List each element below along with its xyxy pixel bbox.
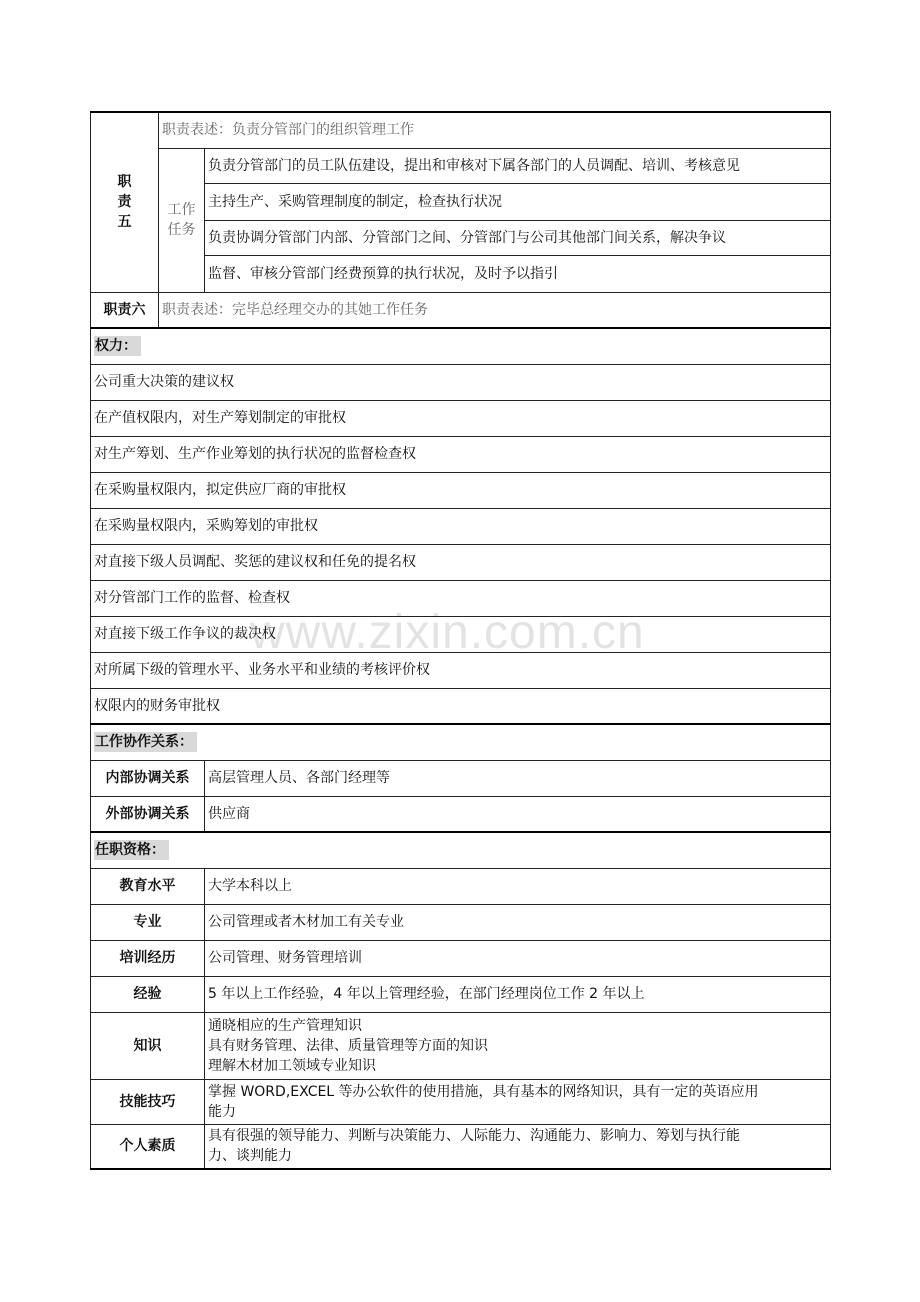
power-item: 对所属下级的管理水平、业务水平和业绩的考核评价权 <box>91 652 831 688</box>
quality-line: 力、谈判能力 <box>208 1148 292 1165</box>
qualification-label: 培训经历 <box>91 940 205 976</box>
qualification-value <box>205 1012 831 1079</box>
duty5-label-line-1: 职 <box>117 174 132 191</box>
power-item: 权限内的财务审批权 <box>91 688 831 724</box>
qualification-value <box>205 1079 831 1124</box>
power-item: 对生产筹划、生产作业筹划的执行状况的监督检查权 <box>91 436 831 472</box>
task-label-line-2: 任务 <box>167 222 196 238</box>
power-item: 公司重大决策的建议权 <box>91 364 831 400</box>
relation-value: 供应商 <box>205 796 831 832</box>
duty5-label-line-2: 责 <box>117 194 132 211</box>
qualification-label: 教育水平 <box>91 868 205 904</box>
qualification-value: 公司管理或者木材加工有关专业 <box>205 904 831 940</box>
skills-line: 能力 <box>208 1103 236 1120</box>
relation-label: 内部协调关系 <box>91 760 205 796</box>
powers-header <box>91 328 831 364</box>
power-item: 对分管部门工作的监督、检查权 <box>91 580 831 616</box>
task-item: 负责分管部门的员工队伍建设，提出和审核对下属各部门的人员调配、培训、考核意见 <box>205 148 831 183</box>
qualification-label: 个人素质 <box>91 1124 205 1169</box>
task-item: 监督、审核分管部门经费预算的执行状况，及时予以指引 <box>205 255 831 292</box>
powers-qualifications-table <box>90 327 831 1170</box>
qualification-value: 公司管理、财务管理培训 <box>205 940 831 976</box>
qualification-label: 技能技巧 <box>91 1079 205 1124</box>
knowledge-line: 通晓相应的生产管理知识 <box>208 1017 362 1034</box>
qualification-label: 知识 <box>91 1012 205 1079</box>
power-item: 在采购量权限内，拟定供应厂商的审批权 <box>91 472 831 508</box>
task-item: 主持生产、采购管理制度的制定，检查执行状况 <box>205 183 831 220</box>
duty5-label-line-3: 五 <box>117 214 132 231</box>
relation-value: 高层管理人员、各部门经理等 <box>205 760 831 796</box>
duty6-label: 职责六 <box>91 292 159 328</box>
knowledge-line: 具有财务管理、法律、质量管理等方面的知识 <box>208 1037 488 1054</box>
duty6-description: 职责表述：完毕总经理交办的其她工作任务 <box>159 292 831 328</box>
task-item: 负责协调分管部门内部、分管部门之间、分管部门与公司其他部门间关系，解决争议 <box>205 220 831 255</box>
power-item: 在产值权限内，对生产筹划制定的审批权 <box>91 400 831 436</box>
relation-label: 外部协调关系 <box>91 796 205 832</box>
skills-line: 掌握 WORD,EXCEL 等办公软件的使用措施，具有基本的网络知识，具有一定的英语应用 <box>208 1083 759 1100</box>
duty5-description: 职责表述：负责分管部门的组织管理工作 <box>159 112 831 148</box>
power-item: 在采购量权限内，采购筹划的审批权 <box>91 508 831 544</box>
qualification-value: 5 年以上工作经验，4 年以上管理经验，在部门经理岗位工作 2 年以上 <box>205 976 831 1012</box>
relations-header <box>91 724 831 760</box>
task-label <box>159 148 205 292</box>
qualification-value: 大学本科以上 <box>205 868 831 904</box>
relations-header-text: 工作协作关系： <box>94 732 197 752</box>
powers-header-text: 权力： <box>94 336 141 356</box>
qualification-label: 专业 <box>91 904 205 940</box>
qualification-label: 经验 <box>91 976 205 1012</box>
knowledge-line: 理解木材加工领域专业知识 <box>208 1057 376 1074</box>
quality-line: 具有很强的领导能力、判断与决策能力、人际能力、沟通能力、影响力、筹划与执行能 <box>208 1128 740 1145</box>
qualification-value <box>205 1124 831 1169</box>
duties-table <box>90 111 831 329</box>
watermark: www.zixin.com.cn <box>250 606 645 659</box>
duty5-label <box>91 112 159 292</box>
task-label-line-1: 工作 <box>167 202 196 218</box>
qualifications-header <box>91 832 831 868</box>
qualifications-header-text: 任职资格： <box>94 840 169 860</box>
power-item: 对直接下级工作争议的裁决权 <box>91 616 831 652</box>
power-item: 对直接下级人员调配、奖惩的建议权和任免的提名权 <box>91 544 831 580</box>
